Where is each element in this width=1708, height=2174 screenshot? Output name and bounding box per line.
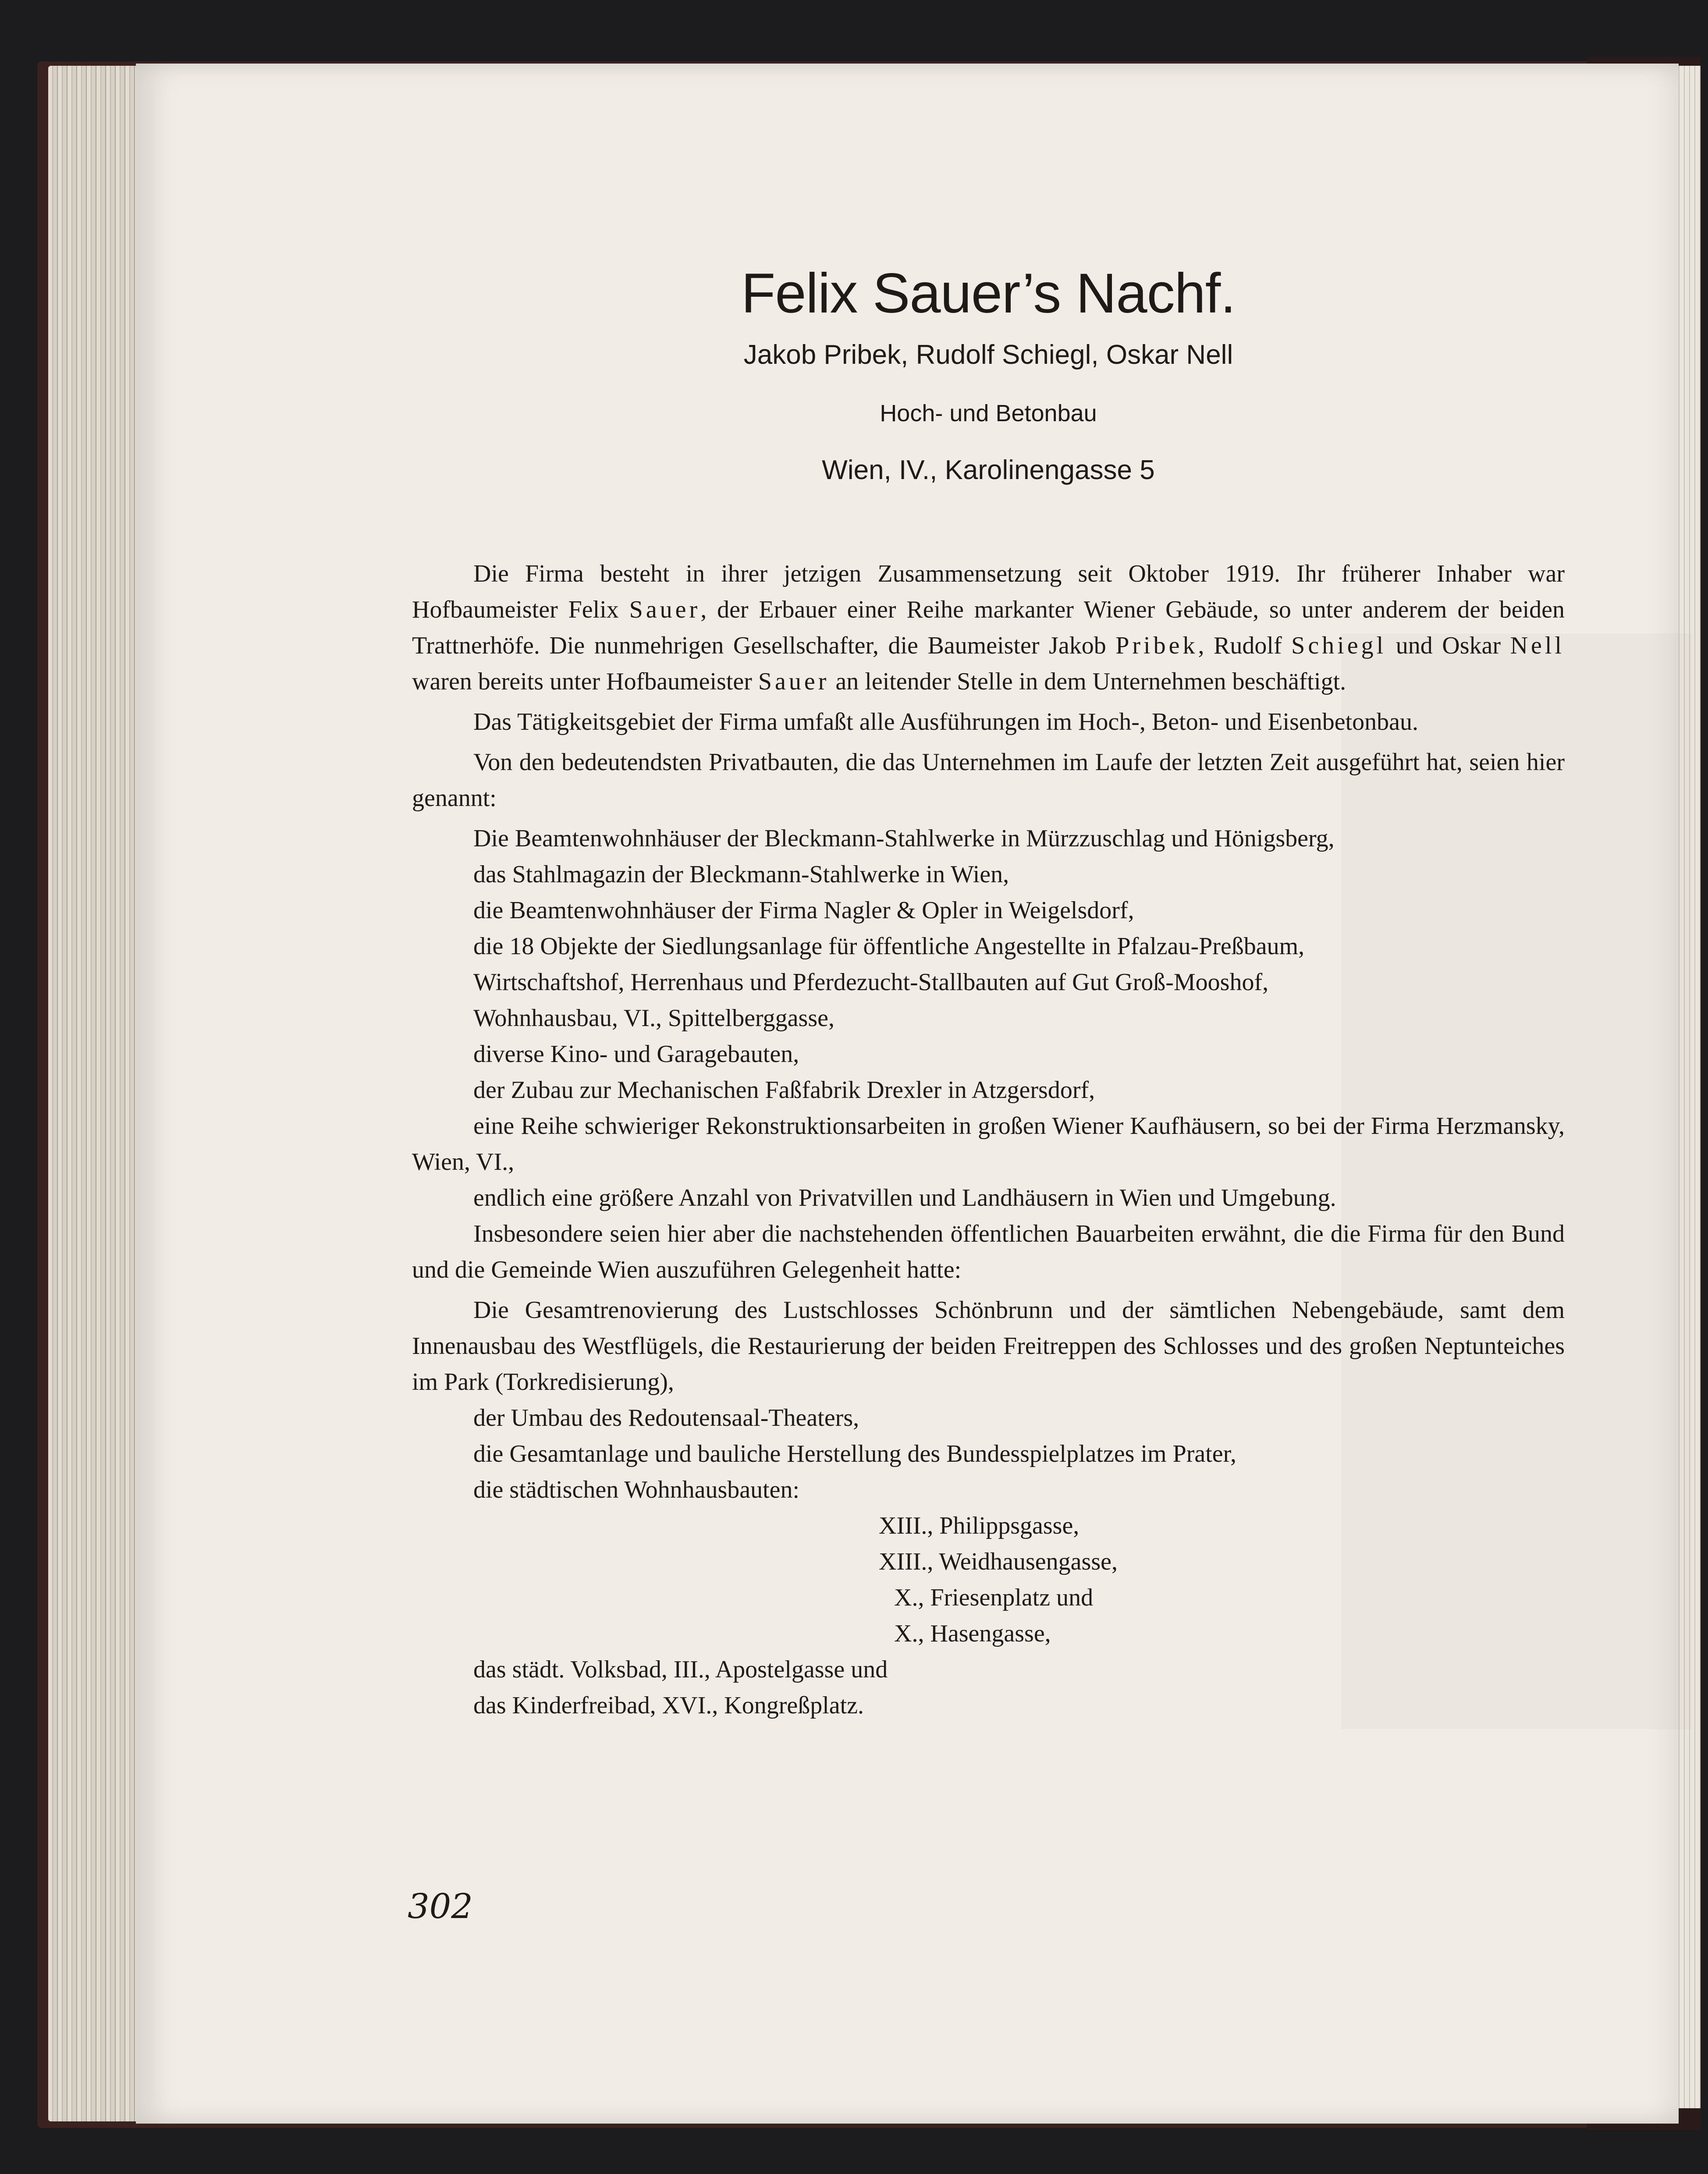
paragraph-private-intro: Von den bedeutendsten Privatbauten, die das Unternehmen im Laufe der letzten Zeit ausgeführt hat, seien hier genannt: (412, 749, 1565, 812)
list-item: das Kinderfreibad, XVI., Kongreßplatz. (473, 1692, 864, 1719)
list-item: endlich eine größere Anzahl von Privatvillen und Landhäusern in Wien und Umgebung. (473, 1184, 1336, 1211)
body-text (412, 556, 1565, 1723)
street-item: XIII., Weidhausengasse, (879, 1548, 1118, 1575)
street-item: X., Hasengasse, (894, 1620, 1051, 1647)
page-edges-left (48, 66, 149, 2121)
paragraph-history: Die Firma besteht in ihrer jetzigen Zusammensetzung seit Oktober 1919. Ihr früherer Inhaber war Hofbaumeister Felix Sauer, der Erbauer einer Reihe markanter Wiener Gebäude, so unter anderem der beiden Trattnerhöfe. Die nunmehrigen Gesellschafter, die Baumeister Jakob Pribek, Rudolf Schiegl und Oskar Nell waren bereits unter Hofbaumeister Sauer an leitender Stelle in dem Unternehmen beschäftigt. (412, 560, 1565, 695)
street-item: X., Friesenplatz und (894, 1584, 1094, 1611)
list-item: Die Gesamtrenovierung des Lustschlosses Schönbrunn und der sämtlichen Nebengebäude, samt dem Innenausbau des Westflügels, die Restaurierung der beiden Freitreppen des Schlosses und des großen Neptunteiches im Park (Torkredisierung), (412, 1297, 1565, 1396)
list-item: diverse Kino- und Garagebauten, (473, 1041, 799, 1068)
list-item: der Zubau zur Mechanischen Faßfabrik Drexler in Atzgersdorf, (473, 1076, 1095, 1104)
list-item: die städtischen Wohnhausbauten: (473, 1476, 800, 1503)
list-item: das städt. Volksbad, III., Apostelgasse und (473, 1656, 888, 1683)
list-item: die Beamtenwohnhäuser der Firma Nagler & Opler in Weigelsdorf, (473, 897, 1134, 924)
page-number: 302 (408, 1887, 473, 1926)
trade-line: Hoch- und Betonbau (880, 400, 1097, 426)
list-item: die Gesamtanlage und bauliche Herstellung des Bundesspielplatzes im Prater, (473, 1440, 1237, 1467)
owners-line: Jakob Pribek, Rudolf Schiegl, Oskar Nell (743, 340, 1233, 370)
page-content (412, 256, 1565, 1723)
paragraph-scope: Das Tätigkeitsgebiet der Firma umfaßt alle Ausführungen im Hoch-, Beton- und Eisenbetonbau. (473, 708, 1419, 735)
list-item: Wohnhausbau, VI., Spittelberggasse, (473, 1005, 834, 1032)
address-line: Wien, IV., Karolinengasse 5 (822, 455, 1155, 485)
list-item: Die Beamtenwohnhäuser der Bleckmann-Stahlwerke in Mürzzuschlag und Hönigsberg, (473, 825, 1335, 852)
list-item: das Stahlmagazin der Bleckmann-Stahlwerke in Wien, (473, 861, 1009, 888)
list-item: eine Reihe schwieriger Rekonstruktionsarbeiten in großen Wiener Kaufhäusern, so bei der Firma Herzmansky, Wien, VI., (412, 1112, 1565, 1176)
list-item: Wirtschaftshof, Herrenhaus und Pferdezucht-Stallbauten auf Gut Groß-Mooshof, (473, 969, 1269, 996)
street-item: XIII., Philippsgasse, (879, 1512, 1079, 1539)
paragraph-public-intro: Insbesondere seien hier aber die nachstehenden öffentlichen Bauarbeiten erwähnt, die die Firma für den Bund und die Gemeinde Wien auszuführen Gelegenheit hatte: (412, 1220, 1565, 1283)
list-item: der Umbau des Redoutensaal-Theaters, (473, 1404, 859, 1432)
page-title: Felix Sauer’s Nachf. (741, 262, 1236, 325)
list-item: die 18 Objekte der Siedlungsanlage für öffentliche Angestellte in Pfalzau-Preßbaum, (473, 933, 1305, 960)
